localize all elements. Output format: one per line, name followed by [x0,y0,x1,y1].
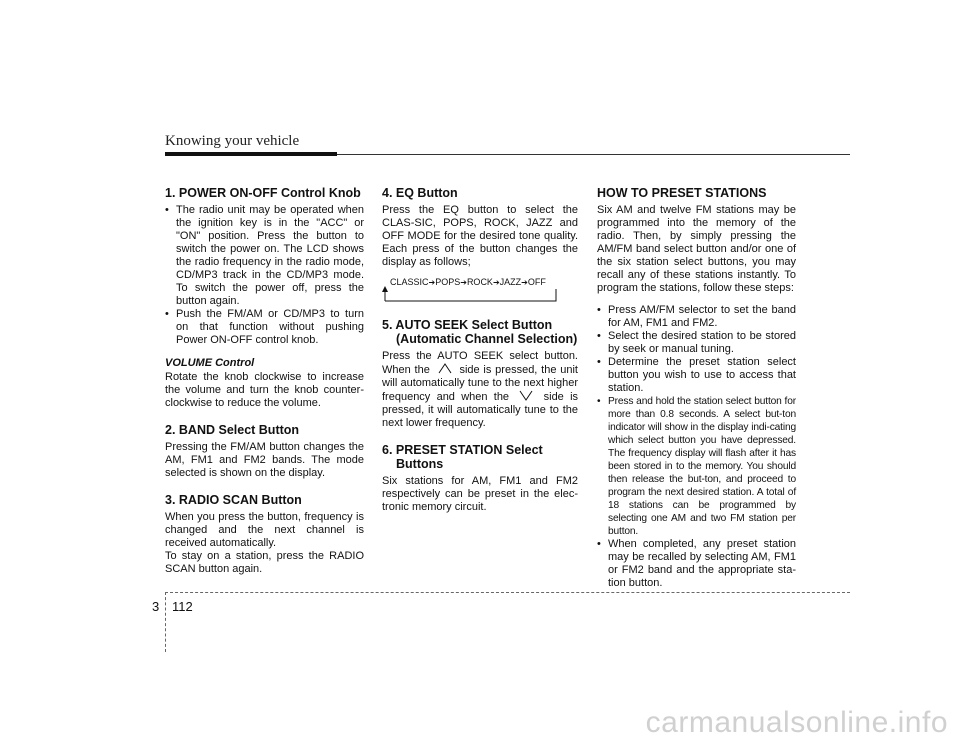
eq-mode: OFF [527,277,546,287]
paragraph: Rotate the knob clockwise to increase the volume and turn the knob counter-clockwise to reduce the volume. [165,371,364,409]
list-item: • Determine the preset station select button you wish to use to access that station. [597,356,796,395]
list-item: • Select the desired station to be stored by seek or manual tuning. [597,330,796,356]
section-heading: 2. BAND Select Button [165,423,300,437]
list-item: • Push the FM/AM or CD/MP3 to turn on that function without pushing Power ON-OFF control knob. [165,308,364,347]
paragraph: Press the EQ button to select the CLAS-SIC, POPS, ROCK, JAZZ and OFF MODE for the desired tone quality. Each press of the button changes the display as follows; [382,204,578,268]
list-item: • The radio unit may be operated when the ignition key is in the "ACC" or "ON" position. Press the button to switch the power on. The LCD shows the radio frequency in the radio mode, CD/MP3 track in the CD/MP3 mode. To switch the power off, press the button again. [165,204,364,308]
section-eq [382,186,578,305]
eq-mode: POPS [435,277,461,287]
column-2 [382,186,578,527]
watermark: carmanualsonline.info [645,706,948,739]
paragraph: Six AM and twelve FM stations may be programmed into the memory of the radio. Then, by simply pressing the AM/FM band select button and/or one of the six station select buttons, you may recall any of these stations instantly. To program the stations, follow these steps: [597,204,796,294]
section-heading: 4. EQ Button [382,186,458,200]
section-heading: 1. POWER ON-OFF Control Knob [165,186,361,200]
column-3 [597,186,796,590]
text-run: side is pressed, it will automatically tune to the next lower frequency. [382,391,579,429]
text-run: side is pressed, the unit will automatically tune to the next higher frequency and when the [382,364,578,403]
heading-line: 5. AUTO SEEK Select Button [382,318,553,332]
section-power [165,186,364,410]
header-rule [337,154,850,155]
arrow-right-icon: ➔ [492,278,500,287]
text-run: Press the AUTO SEEK select button. When the [382,350,578,376]
list-item: • Press AM/FM selector to set the band for AM, FM1 and FM2. [597,304,796,330]
section-radio-scan [165,493,364,576]
list-item: • Press and hold the station select button for more than 0.8 seconds. A select but-ton indicator will show in the display indi-cating which select button you have depressed. The frequency display will flash after it has been stored in to the memory. You should then release the but-ton, and proceed to program the next desired station. A total of 18 stations can be programmed by selecting one AM and two FM station per button. [597,395,796,538]
paragraph [382,350,578,430]
heading-line: (Automatic Channel Selection) [396,332,578,346]
header-bar [165,152,337,156]
paragraph: When you press the button, frequency is changed and the next channel is received automatically. [165,511,364,549]
caret-up-icon [434,363,456,374]
footer-vertical-divider [165,592,166,652]
caret-down-icon [515,390,537,401]
sub-heading: VOLUME Control [165,357,255,369]
arrow-right-icon: ➔ [521,278,528,287]
paragraph: Six stations for AM, FM1 and FM2 respectively can be preset in the elec-tronic memory circuit. [382,475,578,513]
heading-line: 6. PRESET STATION Select [382,443,543,457]
section-heading [382,318,578,346]
eq-mode-diagram [382,273,562,305]
section-heading: HOW TO PRESET STATIONS [597,186,767,200]
section-band [165,423,364,480]
section-heading: 3. RADIO SCAN Button [165,493,302,507]
page-number: 112 [172,599,193,614]
eq-mode: CLASSIC [390,277,429,287]
eq-mode-labels [390,276,546,289]
chapter-number: 3 [152,599,160,614]
paragraph: Pressing the FM/AM button changes the AM, FM1 and FM2 bands. The mode selected is shown on the display. [165,441,364,479]
arrow-right-icon: ➔ [428,278,436,287]
section-heading [382,443,578,471]
eq-mode: JAZZ [499,277,522,287]
heading-line: Buttons [396,457,444,471]
paragraph: To stay on a station, press the RADIO SCAN button again. [165,550,364,575]
section-preset-station [382,443,578,514]
bullet-list [165,204,364,347]
bullet-list [597,304,796,590]
footer-divider [165,592,850,593]
arrow-right-icon: ➔ [460,278,467,287]
page-header-title: Knowing your vehicle [165,133,300,149]
eq-mode: ROCK [466,277,493,287]
section-auto-seek [382,318,578,430]
list-item: • When completed, any preset station may be recalled by selecting AM, FM1 or FM2 band and the appropriate sta-tion button. [597,538,796,590]
column-1 [165,186,364,589]
